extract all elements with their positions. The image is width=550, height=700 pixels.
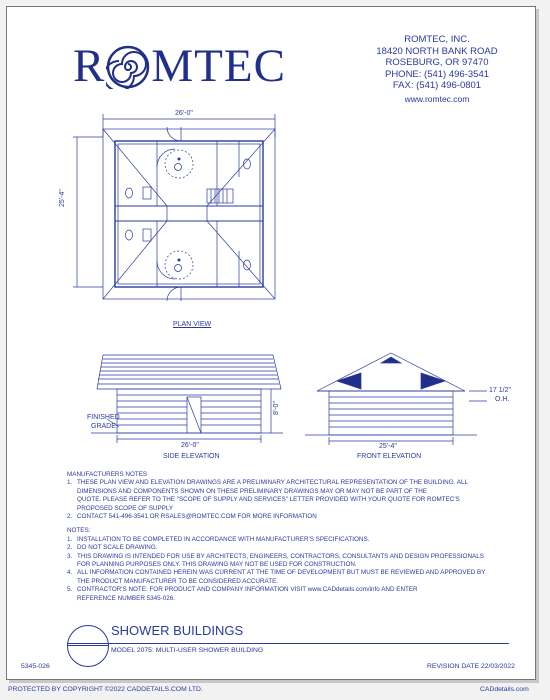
drawing-subtitle: MODEL 2075: MULTI-USER SHOWER BUILDING: [111, 647, 264, 654]
caddetails-link[interactable]: CADdetails.com: [480, 686, 529, 693]
front-width-dimension: 25'-4": [379, 443, 397, 450]
side-elevation-label: SIDE ELEVATION: [163, 453, 220, 460]
logo-letter-r: R: [73, 40, 106, 92]
grade-label: GRADE: [91, 423, 116, 430]
mfr-note-1: 1. THESE PLAN VIEW AND ELEVATION DRAWINGS ARE A PRELIMINARY ARCHITECTURAL REPRESENTATION OF THE BUILDING. ALL DIMENSIONS AND COMPONENTS SHOWN ON THESE PRELIMINARY DRAWINGS MAY OR MAY NOT BE PART OF THE QUOTE. PLEASE REFER TO THE "SCOPE OF SUPPLY AND SERVICES" LETTER PROVIDED WITH YOUR QUOTE FOR ROMTEC'S PROPOSED SCOPE OF SUPPLY: [67, 479, 468, 512]
notes-block: [67, 471, 507, 603]
title-underline: [67, 643, 509, 644]
overhang-dimension: 17 1/2": [489, 387, 511, 394]
company-city: ROSEBURG, OR 97470: [385, 57, 489, 68]
title-bubble-divider: [67, 645, 108, 646]
note-5: 5. CONTRACTOR'S NOTE: FOR PRODUCT AND COMPANY INFORMATION VISIT www.CADdetails.com/info AND ENTER REFERENCE NUMBER 5345-026.: [67, 586, 418, 602]
finished-label: FINISHED: [87, 414, 120, 421]
drawing-title: SHOWER BUILDINGS: [111, 623, 244, 638]
plan-view-label: PLAN VIEW: [173, 321, 212, 328]
side-width-dimension: 26'-0": [181, 442, 199, 449]
company-name: ROMTEC, INC.: [404, 34, 470, 45]
note-1: 1. INSTALLATION TO BE COMPLETED IN ACCORDANCE WITH MANUFACTURER'S SPECIFICATIONS.: [67, 535, 370, 543]
note-3: 3. THIS DRAWING IS INTENDED FOR USE BY ARCHITECTS, ENGINEERS, CONTRACTORS, CONSULTANTS AND DESIGN PROFESSIONALS FOR PLANNING PURPOSES ONLY. THIS DRAWING MAY NOT BE USED FOR CONSTRUCTION.: [67, 552, 484, 569]
notes-heading: NOTES:: [67, 527, 91, 535]
logo-letters-mtec: MTEC: [151, 40, 286, 92]
company-website[interactable]: www.romtec.com: [404, 93, 470, 104]
company-address: 18420 NORTH BANK ROAD: [376, 45, 498, 57]
revision-date: REVISION DATE 22/03/2022: [427, 663, 515, 670]
reference-number: 5345-026: [21, 663, 50, 670]
mfr-note-2: 2. CONTACT 541-496-3541 OR RSALES@ROMTEC.COM FOR MORE INFORMATION: [67, 513, 317, 521]
company-fax: FAX: (541) 496-0801: [392, 80, 482, 91]
company-phone: PHONE: (541) 496-3541: [384, 68, 490, 80]
side-height-dimension: 8'-0": [273, 401, 280, 415]
plan-depth-dimension: 25'-4": [59, 189, 66, 207]
drawing-sheet: [6, 6, 536, 680]
manufacturers-notes-heading: MANUFACTURERS NOTES: [67, 471, 148, 478]
title-bubble: [67, 625, 109, 667]
note-2: 2. DO NOT SCALE DRAWING.: [67, 544, 158, 552]
front-elevation-label: FRONT ELEVATION: [357, 453, 422, 460]
copyright-notice: PROTECTED BY COPYRIGHT ©2022 CADDETAILS.COM LTD.: [8, 686, 203, 693]
plan-width-dimension: 26'-0": [175, 110, 193, 117]
note-4: 4. ALL INFORMATION CONTAINED HEREIN WAS CURRENT AT THE TIME OF DEVELOPMENT BUT MUST BE REVIEWED AND APPROVED BY THE PRODUCT MANUFACTURER TO BE CONSIDERED ACCURATE.: [67, 569, 486, 585]
overhang-label: O.H.: [495, 396, 510, 403]
elevations-drawing: [7, 7, 535, 467]
